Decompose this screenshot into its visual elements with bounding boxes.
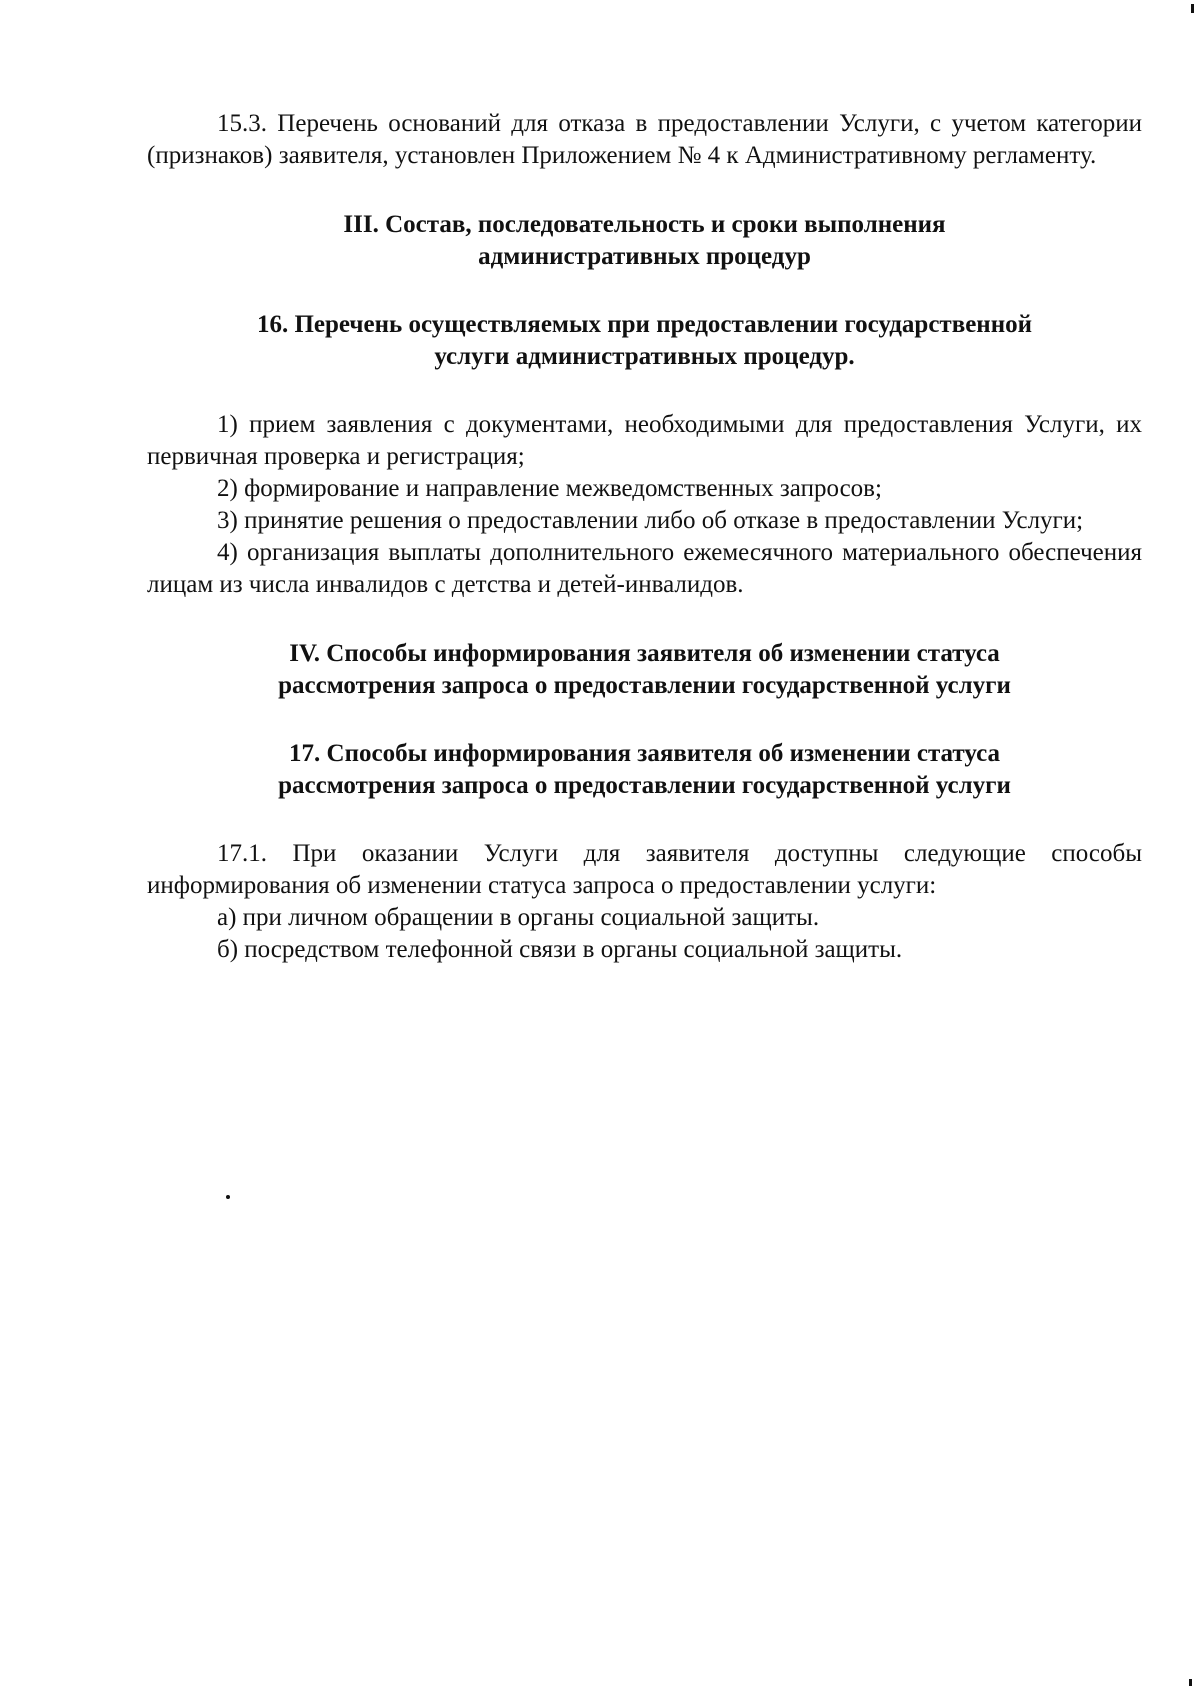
method-item-a: а) при личном обращении в органы социальной защиты. xyxy=(217,904,820,931)
methods-list xyxy=(147,902,1142,966)
procedure-item-4: 4) организация выплаты дополнительного ежемесячного материального обеспечения лицам из числа инвалидов с детства и детей-инвалидов. xyxy=(147,539,1142,598)
section-17-heading xyxy=(147,738,1142,802)
section-4-heading xyxy=(147,638,1142,702)
section-3-heading xyxy=(147,209,1142,273)
procedure-item-1: 1) прием заявления с документами, необходимыми для предоставления Услуги, их первичная проверка и регистрация; xyxy=(147,411,1142,470)
document-page xyxy=(147,108,1142,966)
section-4-heading-line-1: IV. Способы информирования заявителя об изменении статуса xyxy=(289,640,1000,667)
section-3-heading-line-2: административных процедур xyxy=(478,243,811,270)
section-16-heading xyxy=(147,309,1142,373)
procedures-list xyxy=(147,409,1142,601)
scan-mark-bottom-right xyxy=(1189,1679,1192,1686)
section-16-heading-line-1: 16. Перечень осуществляемых при предоставлении государственной xyxy=(256,311,1033,338)
method-item-b: б) посредством телефонной связи в органы социальной защиты. xyxy=(217,936,903,963)
section-17-heading-line-2: рассмотрения запроса о предоставлении государственной услуги xyxy=(278,772,1011,799)
section-4-heading-line-2: рассмотрения запроса о предоставлении государственной услуги xyxy=(278,672,1011,699)
paragraph-15-3: 15.3. Перечень оснований для отказа в предоставлении Услуги, с учетом категории (признаков) заявителя, установлен Приложением № 4 к Административному регламенту. xyxy=(147,110,1142,169)
scan-mark-top-right xyxy=(1191,4,1194,13)
procedure-item-2: 2) формирование и направление межведомственных запросов; xyxy=(217,475,882,502)
section-3-heading-line-1: III. Состав, последовательность и сроки выполнения xyxy=(343,211,946,238)
procedure-item-3: 3) принятие решения о предоставлении либо об отказе в предоставлении Услуги; xyxy=(217,507,1084,534)
stray-dot xyxy=(226,1195,230,1199)
section-17-heading-line-1: 17. Способы информирования заявителя об изменении статуса xyxy=(289,740,1000,767)
paragraph-17-1: 17.1. При оказании Услуги для заявителя доступны следующие способы информирования об изменении статуса запроса о предоставлении услуги: xyxy=(147,840,1142,899)
section-16-heading-line-2: услуги административных процедур. xyxy=(434,343,855,370)
